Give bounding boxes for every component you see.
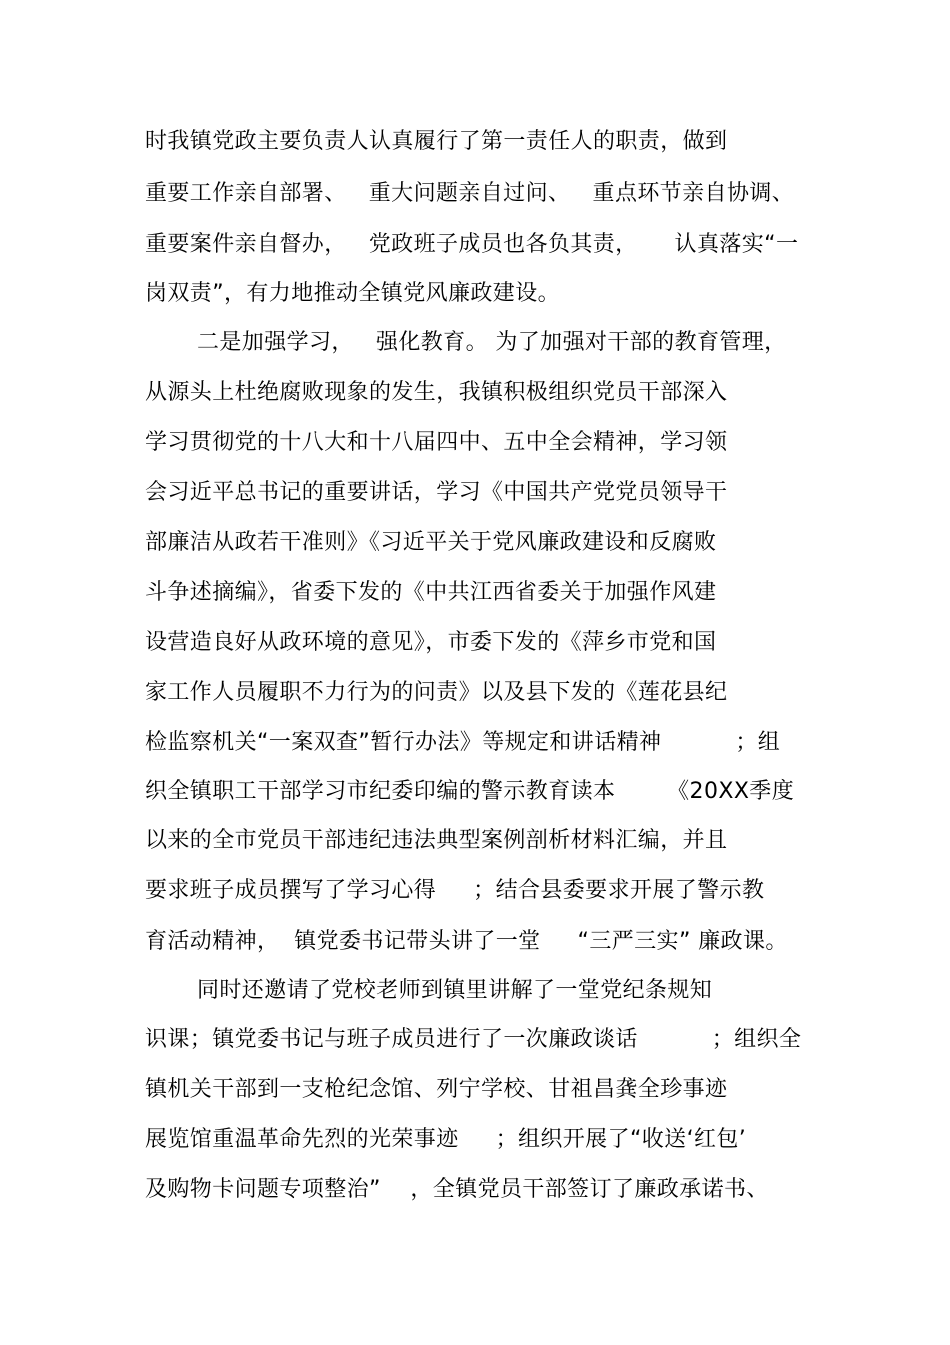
text-line: 学习贯彻党的十八大和十八届四中、五中全会精神，学习领 [145, 430, 728, 455]
text-line: 重要工作亲自部署、 重大问题亲自过问、 重点环节亲自协调、 [145, 181, 795, 206]
text-line: 识课；镇党委书记与班子成员进行了一次廉政谈话 ；组织全 [145, 1027, 802, 1052]
text-line: 以来的全市党员干部违纪违法典型案例剖析材料汇编，并且 [145, 828, 728, 853]
text-line: 育活动精神， 镇党委书记带头讲了一堂 “三严三实” 廉政课。 [145, 929, 788, 954]
text-line: 时我镇党政主要负责人认真履行了第一责任人的职责，做到 [145, 129, 728, 154]
text-line: 展览馆重温革命先烈的光荣事迹 ；组织开展了“收送‘红包’ [145, 1127, 747, 1152]
text-line: 镇机关干部到一支枪纪念馆、列宁学校、甘祖昌龚全珍事迹 [145, 1077, 728, 1102]
text-line: 斗争述摘编》，省委下发的《中共江西省委关于加强作风建 [145, 580, 717, 605]
text-line: 织全镇职工干部学习市纪委印编的警示教育读本 《20XX季度 [145, 779, 795, 804]
paragraph-start-line: 同时还邀请了党校老师到镇里讲解了一堂党纪条规知 [197, 978, 713, 1003]
text-line: 检监察机关“一案双查”暂行办法》等规定和讲话精神 ；组 [145, 730, 781, 755]
text-line: 岗双责”，有力地推动全镇党风廉政建设。 [145, 281, 560, 306]
text-line: 家工作人员履职不力行为的问责》以及县下发的《莲花县纪 [145, 680, 728, 705]
text-line: 及购物卡问题专项整治” ，全镇党员干部签订了廉政承诺书、 [145, 1177, 769, 1202]
text-line: 从源头上杜绝腐败现象的发生，我镇积极组织党员干部深入 [145, 380, 728, 405]
text-line: 要求班子成员撰写了学习心得 ；结合县委要求开展了警示教 [145, 878, 765, 903]
paragraph-start-line: 二是加强学习， 强化教育。 为了加强对干部的教育管理， [197, 330, 787, 355]
text-line: 重要案件亲自督办， 党政班子成员也各负其责， 认真落实“一 [145, 232, 799, 257]
text-line: 设营造良好从政环境的意见》，市委下发的《萍乡市党和国 [145, 630, 717, 655]
text-line: 部廉洁从政若干准则》《习近平关于党风廉政建设和反腐败 [145, 530, 717, 555]
text-line: 会习近平总书记的重要讲话，学习《中国共产党党员领导干 [145, 480, 728, 505]
